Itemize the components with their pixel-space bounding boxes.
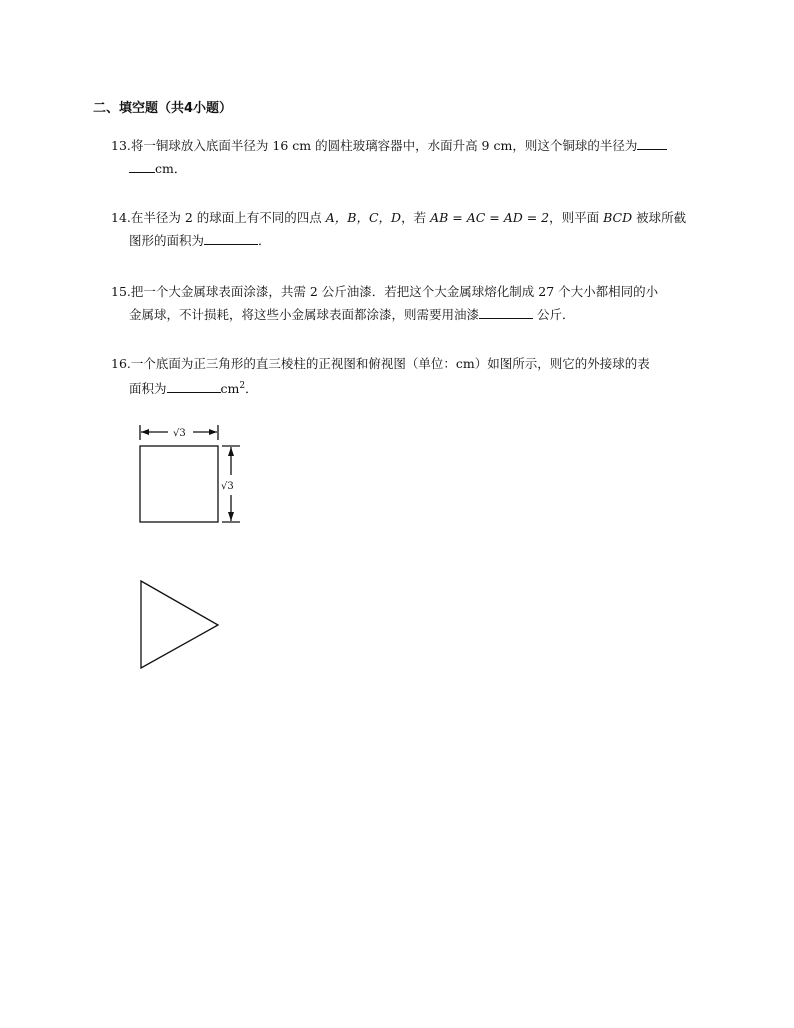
question-number: 16.	[111, 356, 131, 371]
question-text: 被球所截	[632, 210, 687, 225]
question-text-end: 公斤．	[533, 307, 575, 322]
question-text-end: cm．	[155, 161, 187, 176]
question-text: 在半径为 2 的球面上有不同的四点	[130, 210, 326, 225]
question-text: ，若	[401, 210, 431, 225]
question-text: ，则平面	[549, 210, 604, 225]
arrow-up-icon	[228, 447, 234, 456]
unit: cm	[220, 381, 240, 397]
plane-label: BCD	[603, 210, 633, 225]
height-label: √3	[221, 481, 234, 492]
equation: AB = AC = AD = 2	[430, 210, 550, 225]
width-label: √3	[173, 428, 186, 439]
arrow-right-icon	[209, 429, 217, 435]
arrow-left-icon	[141, 429, 149, 435]
front-view-square	[140, 446, 218, 522]
question-text-end: ．	[245, 381, 258, 397]
question-text: 将一铜球放入底面半径为 16 cm 的圆柱玻璃容器中，水面升高 9 cm，则这个铜球的半径为	[130, 138, 638, 153]
question-text: 图形的面积为	[129, 233, 205, 248]
question-text: 一个底面为正三角形的直三棱柱的正视图和俯视图（单位：cm）如图所示，则它的外接球的表	[130, 356, 650, 371]
point-labels: A，B，C，D	[325, 210, 402, 225]
question-text-end: ．	[258, 233, 271, 248]
question-number: 14.	[111, 210, 131, 225]
question-text: 面积为	[129, 381, 167, 397]
arrow-down-icon	[228, 512, 234, 521]
question-number: 13.	[111, 138, 131, 153]
question-text: 把一个大金属球表面涂漆，共需 2 公斤油漆．若把这个大金属球熔化制成 27 个大小都相同的小	[130, 284, 659, 299]
top-view-triangle	[141, 581, 218, 668]
unit-exponent: 2	[239, 381, 246, 391]
question-number: 15.	[111, 284, 131, 299]
section-title: 二、填空题（共4小题）	[93, 101, 233, 116]
question-text: 金属球，不计损耗，将这些小金属球表面都涂漆，则需要用油漆	[129, 307, 480, 322]
